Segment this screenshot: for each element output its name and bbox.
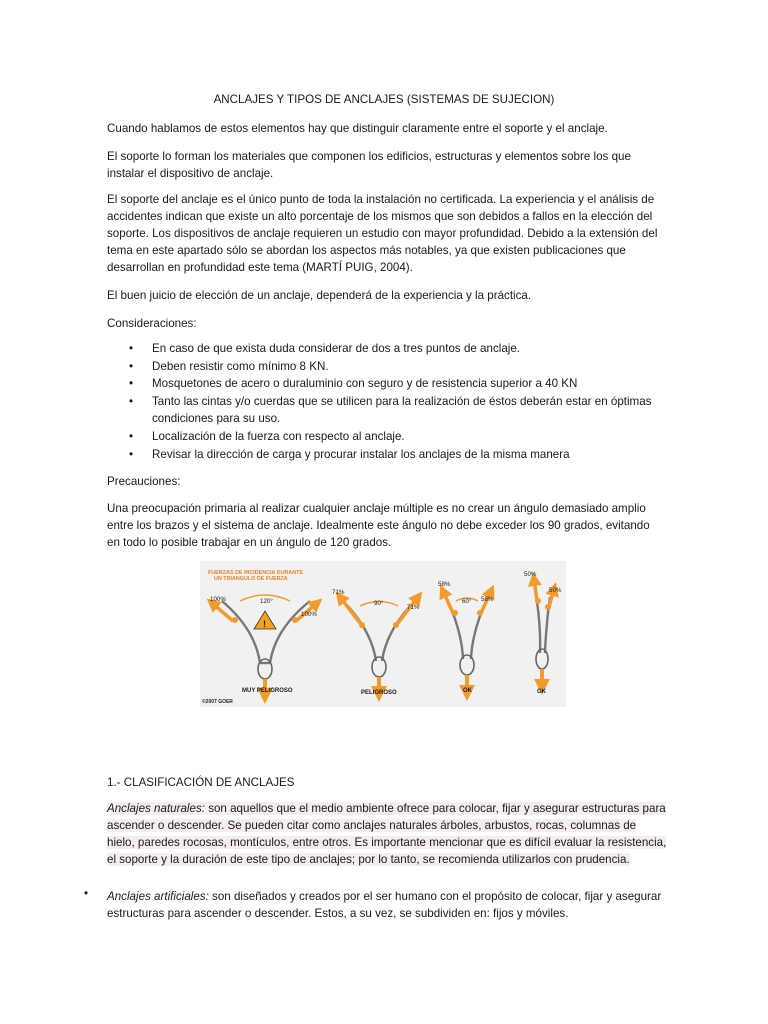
paragraph-buen-juicio: El buen juicio de elección de un anclaje, dependerá de la experiencia y la práctica.: [107, 289, 532, 302]
anchor-force-figure: [200, 561, 566, 707]
svg-text:71%: 71%: [407, 604, 420, 611]
svg-text:58%: 58%: [481, 596, 494, 603]
label-peligroso: PELIGROSO: [361, 690, 397, 696]
list-item: • En caso de que exista duda considerar de dos a tres puntos de anclaje.: [107, 340, 667, 358]
svg-text:58%: 58%: [438, 581, 451, 588]
figure-heading-line2: UN TRIANGULO DE FUERZA: [214, 576, 288, 582]
figure-heading-line1: FUERZAS DE INCIDENCIA DURANTE: [208, 570, 304, 576]
bullet-icon: •: [84, 887, 89, 900]
svg-text:90°: 90°: [374, 600, 384, 607]
label-ok-2: OK: [537, 689, 546, 695]
panel-60: [438, 581, 494, 694]
list-item: • Deben resistir como mínimo 8 KN.: [107, 358, 667, 376]
list-item: • Mosquetones de acero o duraluminio con seguro y de resistencia superior a 40 KN: [107, 375, 667, 393]
svg-text:60°: 60°: [462, 598, 472, 605]
panel-120: [210, 595, 317, 696]
bullet-icon: •: [129, 377, 134, 391]
paragraph-anclajes-naturales: Anclajes naturales: son aquellos que el medio ambiente ofrece para colocar, fijar y asegurar estructuras para ascender o descender. Se pueden citar como anclajes naturales árboles, arbustos, rocas, columnas de hielo, paredes rocosas, montículos, entre otros. Es importante mencionar que es difícil evaluar la resistencia, el soporte y la duración de este tipo de anclajes; por lo tanto, se recomienda utilizarlos con prudencia.: [107, 802, 667, 866]
bullet-icon: •: [129, 394, 134, 408]
svg-text:100%: 100%: [301, 611, 317, 618]
list-item: • Revisar la dirección de carga y procurar instalar los anclajes de la misma manera: [107, 446, 667, 464]
section-heading: 1.- CLASIFICACIÓN DE ANCLAJES: [107, 776, 295, 789]
paragraph-soporte-anclaje: El soporte del anclaje es el único punto de toda la instalación no certificada. La experiencia y el análisis de accidentes indican que existe un alto porcentaje de los mismos que son debidos a fallos en la elección del soporte. Los dispositivos de anclaje requieren un estudio con mayor profundidad. Debido a la extensión del tema en este apartado sólo se abordan los aspectos más notables, ya que existen publicaciones que desarrollan en profundidad este tema (MARTÍ PUIG, 2004).: [107, 193, 658, 274]
svg-text:120°: 120°: [260, 598, 273, 605]
bullet-icon: •: [129, 447, 134, 461]
term-anclajes-artificiales: Anclajes artificiales:: [107, 890, 209, 903]
svg-text:71%: 71%: [332, 589, 345, 596]
anchor-angles-illustration: [200, 561, 566, 707]
svg-text:50%: 50%: [549, 587, 562, 594]
panel-90: [332, 589, 420, 696]
term-anclajes-naturales: Anclajes naturales:: [107, 802, 205, 815]
list-item: • Localización de la fuerza con respecto al anclaje.: [107, 428, 667, 446]
bullet-icon: •: [129, 342, 134, 355]
svg-text:50%: 50%: [524, 571, 537, 578]
label-ok-1: OK: [463, 688, 472, 694]
paragraph-intro: Cuando hablamos de estos elementos hay que distinguir claramente entre el soporte y el anclaje.: [107, 122, 608, 135]
bullet-icon: •: [129, 429, 134, 443]
paragraph-soporte: El soporte lo forman los materiales que componen los edificios, estructuras y elementos sobre los que instalar el dispositivo de anclaje.: [107, 150, 631, 180]
considerations-list: [107, 340, 667, 463]
bullet-icon: •: [129, 359, 134, 373]
svg-text:!: !: [263, 619, 266, 629]
svg-text:100%: 100%: [210, 596, 226, 603]
figure-copyright: ©2007 GOER: [202, 699, 233, 705]
paragraph-anclajes-artificiales: Anclajes artificiales: son diseñados y creados por el ser humano con el propósito de colocar, fijar y asegurar estructuras para ascender o descender. Estos, a su vez, se subdividen en: fijos y móviles.: [107, 890, 662, 920]
list-item: • Tanto las cintas y/o cuerdas que se utilicen para la realización de éstos deberán estar en óptimas condiciones para su uso.: [129, 394, 652, 426]
panel-narrow: [524, 571, 562, 695]
heading-consideraciones: Consideraciones:: [107, 317, 197, 330]
page-title: ANCLAJES Y TIPOS DE ANCLAJES (SISTEMAS DE SUJECION): [213, 93, 555, 106]
label-muy-peligroso: MUY PELIGROSO: [242, 688, 293, 694]
heading-precauciones: Precauciones:: [107, 475, 181, 488]
paragraph-preocupacion: Una preocupación primaria al realizar cualquier anclaje múltiple es no crear un ángulo demasiado amplio entre los brazos y el sistema de anclaje. Idealmente este ángulo no debe exceder los 90 grados, evitando en todo lo posible trabajar en un ángulo de 120 grados.: [107, 502, 650, 549]
